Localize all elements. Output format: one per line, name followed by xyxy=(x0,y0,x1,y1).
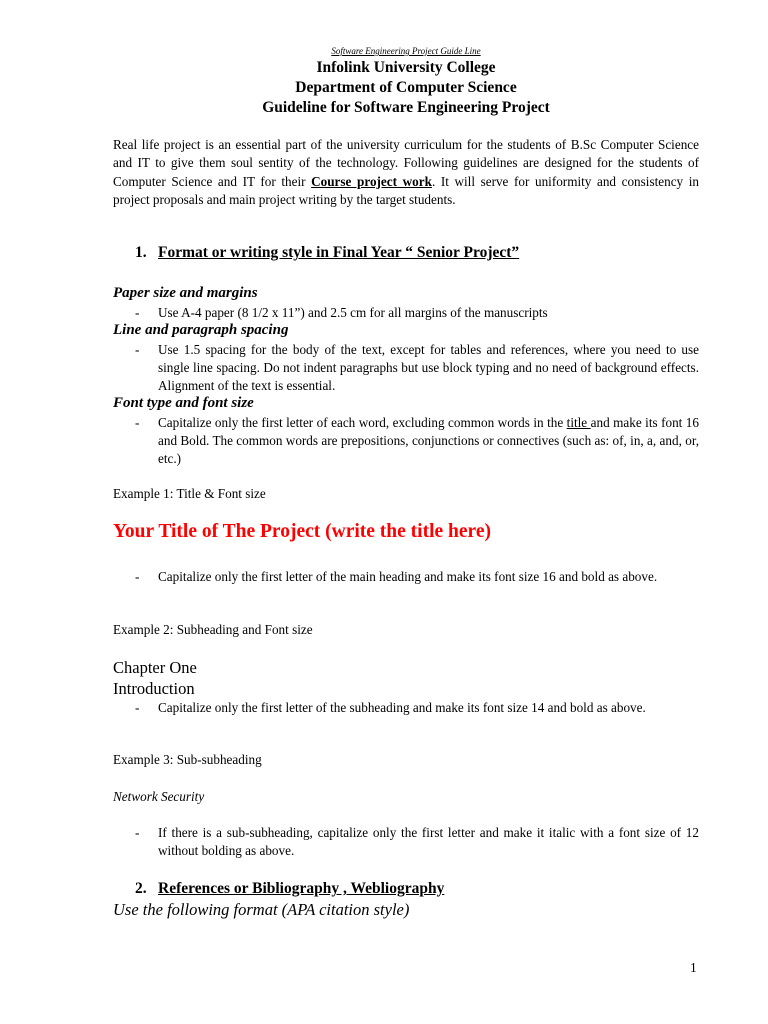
example-2-label: Example 2: Subheading and Font size xyxy=(113,622,313,637)
course-project-work: Course project work xyxy=(311,173,432,189)
sample-project-title: Your Title of The Project (write the title here) xyxy=(113,521,491,542)
guideline-title: Guideline for Software Engineering Project xyxy=(262,99,550,116)
department-name: Department of Computer Science xyxy=(295,79,517,96)
font-type-heading: Font type and font size xyxy=(113,395,254,411)
example-2-bullet: - Capitalize only the first letter of the subheading and make its font size 14 and bold as above. xyxy=(135,700,646,715)
paper-size-heading: Paper size and margins xyxy=(113,285,258,301)
section-2-heading: 2. References or Bibliography , Webliography xyxy=(135,880,445,897)
apa-format-note: Use the following format (APA citation style) xyxy=(113,900,410,919)
line-spacing-heading: Line and paragraph spacing xyxy=(113,322,289,338)
sample-sub-subheading: Network Security xyxy=(113,789,205,804)
running-header: Software Engineering Project Guide Line xyxy=(331,46,481,56)
example-1-bullet: - Capitalize only the first letter of the main heading and make its font size 16 and bold as above. xyxy=(135,569,658,584)
font-type-bullet: - Capitalize only the first letter of each word, excluding common words in the title and make its font 16 and Bold. The common words are prepositions, conjunctions or connectives (such as: of, in, a, and, or, etc.) xyxy=(135,415,699,466)
line-spacing-bullet: - Use 1.5 spacing for the body of the text, except for tables and references, where you need to use single line spacing. Do not indent paragraphs but use block typing and no need of background effects. Alignment of the text is essential. xyxy=(135,342,699,393)
section-1-heading: 1. Format or writing style in Final Year “ Senior Project” xyxy=(135,244,520,261)
page-number: 1 xyxy=(690,960,697,975)
title-word: title xyxy=(566,415,591,430)
example-1-label: Example 1: Title & Font size xyxy=(113,486,266,501)
institution-name: Infolink University College xyxy=(316,59,496,76)
intro-paragraph: Real life project is an essential part of the university curriculum for the students of B.Sc Computer Science and IT to give them soul sentity of the technology. Following guidelines are designed for the students of Computer Science and IT for their Course project work. It will serve for uniformity and consistency in project proposals and main project writing by the target students. xyxy=(113,137,699,207)
paper-size-bullet: - Use A-4 paper (8 1/2 x 11”) and 2.5 cm for all margins of the manuscripts xyxy=(135,305,548,320)
example-3-bullet: - If there is a sub-subheading, capitalize only the first letter and make it italic with a font size of 12 without bolding as above. xyxy=(135,825,699,858)
sample-chapter-heading: Chapter One xyxy=(113,658,197,677)
example-3-label: Example 3: Sub-subheading xyxy=(113,752,262,767)
sample-chapter-title: Introduction xyxy=(113,679,195,698)
